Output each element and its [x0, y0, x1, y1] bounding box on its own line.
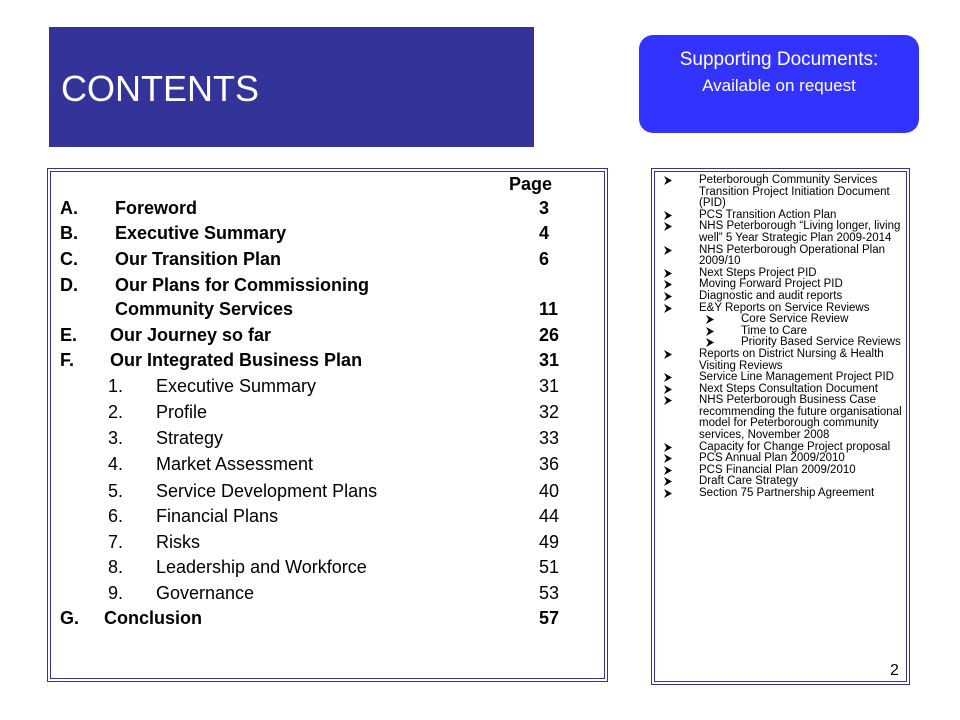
contents-entry-label: Our Transition Plan: [115, 249, 282, 269]
supporting-document-text: NHS Peterborough Business Case recommending the future organisational model for Peterborough community services, November 2008: [699, 394, 902, 442]
contents-entry-label: Governance: [156, 583, 255, 603]
contents-entry-marker: 8.: [108, 557, 124, 577]
contents-entry-marker: E.: [60, 325, 78, 345]
contents-entry-page: 3: [539, 198, 550, 218]
contents-entry-label: Our Plans for Commissioning: [115, 275, 370, 295]
supporting-document-text: PCS Transition Action Plan: [699, 208, 837, 221]
contents-entry-page: 33: [539, 428, 560, 448]
supporting-document-text: Draft Care Strategy: [699, 475, 799, 488]
supporting-document-text: Moving Forward Project PID: [699, 278, 843, 291]
contents-entry-page: 4: [539, 223, 550, 243]
contents-entry-marker: G.: [60, 608, 80, 628]
contents-entry-label: Risks: [156, 532, 200, 552]
title-banner: [49, 27, 534, 147]
arrow-bullet-icon: [705, 337, 715, 348]
contents-entry-label: Foreword: [115, 198, 198, 218]
arrow-bullet-icon: [663, 303, 673, 314]
contents-entry-marker: 3.: [108, 428, 124, 448]
arrow-bullet-icon: [663, 465, 673, 476]
arrow-bullet-icon: [663, 395, 673, 406]
arrow-bullet-icon: [663, 175, 673, 186]
supporting-document-text: Peterborough Community Services Transition Project Initiation Document (PID): [699, 174, 890, 210]
contents-entry-page: 53: [539, 583, 560, 603]
supporting-document-item: [663, 245, 903, 268]
contents-entry-marker: A.: [60, 198, 78, 218]
contents-entry-label: Leadership and Workforce: [156, 557, 367, 577]
contents-entry-page: 32: [539, 402, 560, 422]
contents-entry-marker: D.: [60, 275, 78, 295]
supporting-document-text: Next Steps Consultation Document: [699, 382, 878, 395]
contents-entry-marker: C.: [60, 249, 78, 269]
supporting-document-text: E&Y Reports on Service Reviews: [699, 301, 870, 314]
arrow-bullet-icon: [663, 210, 673, 221]
contents-entry-label: Our Integrated Business Plan: [110, 350, 363, 370]
supporting-document-text: Next Steps Project PID: [699, 266, 817, 279]
contents-entry-page: 6: [539, 249, 550, 269]
contents-entry-marker: 1.: [108, 376, 124, 396]
contents-entry-label: Our Journey so far: [110, 325, 272, 345]
supporting-documents-list: [663, 175, 903, 500]
supporting-document-item: [663, 395, 903, 441]
page-column-header: Page: [509, 174, 553, 194]
arrow-bullet-icon: [663, 291, 673, 302]
supporting-document-item: [663, 221, 903, 244]
contents-entry-page: 26: [539, 325, 560, 345]
slide-page-number: 2: [890, 662, 899, 679]
arrow-bullet-icon: [705, 326, 715, 337]
supporting-documents-title: Supporting Documents:: [679, 49, 879, 70]
contents-entry-marker: 5.: [108, 481, 124, 501]
arrow-bullet-icon: [663, 221, 673, 232]
contents-entry-label: Strategy: [156, 428, 224, 448]
contents-entry-label: Profile: [156, 402, 208, 422]
contents-entry-marker: 6.: [108, 506, 124, 526]
supporting-document-text: Core Service Review: [741, 313, 849, 326]
arrow-bullet-icon: [663, 268, 673, 279]
supporting-document-text: PCS Financial Plan 2009/2010: [699, 463, 856, 476]
supporting-document-text: Diagnostic and audit reports: [699, 289, 843, 302]
contents-entry-page: 31: [539, 350, 560, 370]
supporting-document-item: [663, 488, 903, 500]
contents-entry-page: 49: [539, 532, 560, 552]
contents-entry-marker: 4.: [108, 454, 124, 474]
arrow-bullet-icon: [663, 453, 673, 464]
contents-entry-marker: B.: [60, 223, 78, 243]
supporting-document-text: NHS Peterborough “Living longer, living well” 5 Year Strategic Plan 2009-2014: [699, 220, 901, 244]
supporting-document-text: Service Line Management Project PID: [699, 371, 894, 384]
arrow-bullet-icon: [663, 349, 673, 360]
contents-entry-label: Community Services: [115, 299, 294, 319]
arrow-bullet-icon: [663, 279, 673, 290]
supporting-document-text: NHS Peterborough Operational Plan 2009/10: [699, 243, 886, 268]
contents-entry-label: Service Development Plans: [156, 481, 378, 501]
arrow-bullet-icon: [663, 245, 673, 256]
arrow-bullet-icon: [663, 442, 673, 453]
arrow-bullet-icon: [663, 488, 673, 499]
contents-entry-marker: 7.: [108, 532, 124, 552]
contents-entry-page: 44: [539, 506, 560, 526]
page-title: CONTENTS: [61, 68, 259, 109]
contents-entry-page: 51: [539, 557, 560, 577]
contents-entry-label: Executive Summary: [156, 376, 317, 396]
arrow-bullet-icon: [663, 372, 673, 383]
contents-entry-label: Financial Plans: [156, 506, 279, 526]
contents-entry-page: 11: [539, 299, 559, 319]
arrow-bullet-icon: [705, 314, 715, 325]
supporting-document-text: Priority Based Service Reviews: [741, 336, 901, 349]
supporting-document-text: Capacity for Change Project proposal: [699, 440, 891, 453]
supporting-document-text: Time to Care: [741, 324, 808, 337]
contents-entry-marker: F.: [60, 350, 75, 370]
contents-entry-page: 57: [539, 608, 560, 628]
contents-entry-page: 36: [539, 454, 560, 474]
supporting-document-text: PCS Annual Plan 2009/2010: [699, 452, 845, 465]
contents-entry-marker: 2.: [108, 402, 124, 422]
supporting-document-text: Section 75 Partnership Agreement: [699, 487, 875, 500]
contents-entry-page: 31: [539, 376, 560, 396]
supporting-document-item: [663, 175, 903, 210]
contents-entry-label: Market Assessment: [156, 454, 314, 474]
contents-entry-label: Conclusion: [104, 608, 202, 628]
supporting-documents-box: [639, 35, 919, 133]
arrow-bullet-icon: [663, 384, 673, 395]
contents-entry-marker: 9.: [108, 583, 124, 603]
supporting-document-text: Reports on District Nursing & Health Visiting Reviews: [699, 347, 884, 372]
contents-entry-label: Executive Summary: [115, 223, 287, 243]
supporting-documents-subtitle: Available on request: [702, 76, 856, 95]
arrow-bullet-icon: [663, 476, 673, 487]
contents-entry-page: 40: [539, 481, 560, 501]
supporting-document-item: [663, 349, 903, 372]
